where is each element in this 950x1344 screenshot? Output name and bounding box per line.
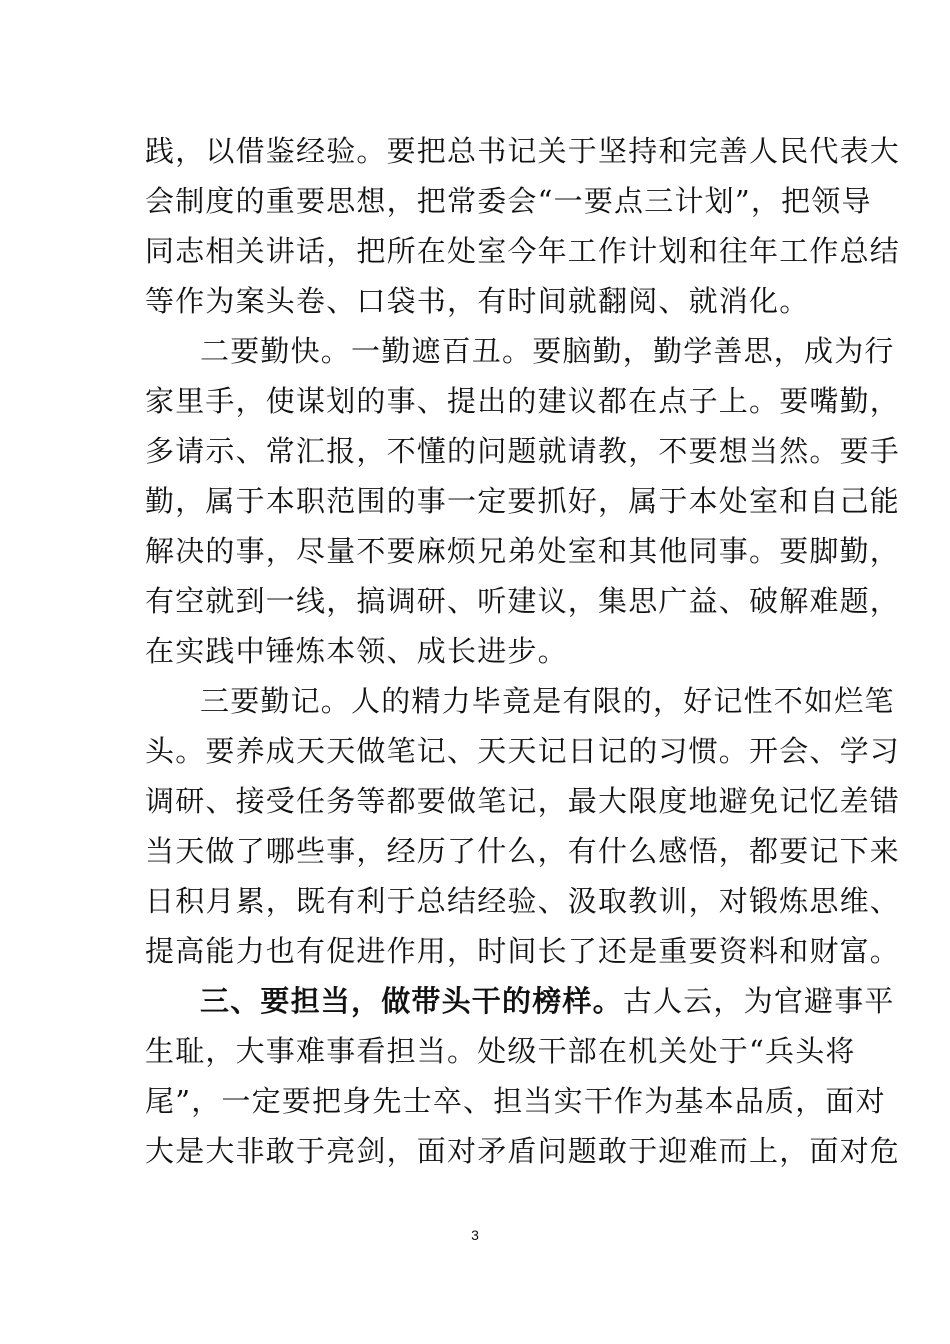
body-line: 在实践中锤炼本领、成长进步。: [145, 634, 568, 668]
body-line: 家里手，使谋划的事、提出的建议都在点子上。要嘴勤，: [145, 384, 901, 418]
body-line: 践，以借鉴经验。要把总书记关于坚持和完善人民代表大: [145, 134, 901, 168]
section-heading-continuation: 古人云，为官避事平: [622, 984, 895, 1018]
body-line: 日积月累，既有利于总结经验、汲取教训，对锻炼思维、: [145, 884, 901, 918]
body-line: 生耻，大事难事看担当。处级干部在机关处于“兵头将: [145, 1034, 856, 1068]
body-line: 头。要养成天天做笔记、天天记日记的习惯。开会、学习: [145, 734, 901, 768]
body-line: 多请示、常汇报，不懂的问题就请教，不要想当然。要手: [145, 434, 901, 468]
body-line: 当天做了哪些事，经历了什么，有什么感悟，都要记下来: [145, 834, 901, 868]
body-line: 同志相关讲话，把所在处室今年工作计划和往年工作总结: [145, 234, 901, 268]
paragraph-start-line: 三要勤记。人的精力毕竟是有限的，好记性不如烂笔: [200, 684, 895, 718]
body-line: 提高能力也有促进作用，时间长了还是重要资料和财富。: [145, 934, 901, 968]
body-line: 解决的事，尽量不要麻烦兄弟处室和其他同事。要脚勤，: [145, 534, 901, 568]
body-line: 等作为案头卷、口袋书，有时间就翻阅、就消化。: [145, 284, 810, 318]
body-line: 调研、接受任务等都要做笔记，最大限度地避免记忆差错: [145, 784, 901, 818]
page-number: 3: [471, 1227, 479, 1243]
section-heading-line: [200, 981, 895, 1021]
body-line: 大是大非敢于亮剑，面对矛盾问题敢于迎难而上，面对危: [145, 1134, 901, 1168]
body-line: 有空就到一线，搞调研、听建议，集思广益、破解难题，: [145, 584, 901, 618]
paragraph-start-line: 二要勤快。一勤遮百丑。要脑勤，勤学善思，成为行: [200, 334, 895, 368]
section-heading: 三、要担当，做带头干的榜样。: [200, 984, 623, 1018]
body-line: 勤，属于本职范围的事一定要抓好，属于本处室和自己能: [145, 484, 901, 518]
body-line: 尾”，一定要把身先士卒、担当实干作为基本品质，面对: [145, 1084, 886, 1118]
body-line: 会制度的重要思想，把常委会“一要点三计划”，把领导: [145, 184, 872, 218]
